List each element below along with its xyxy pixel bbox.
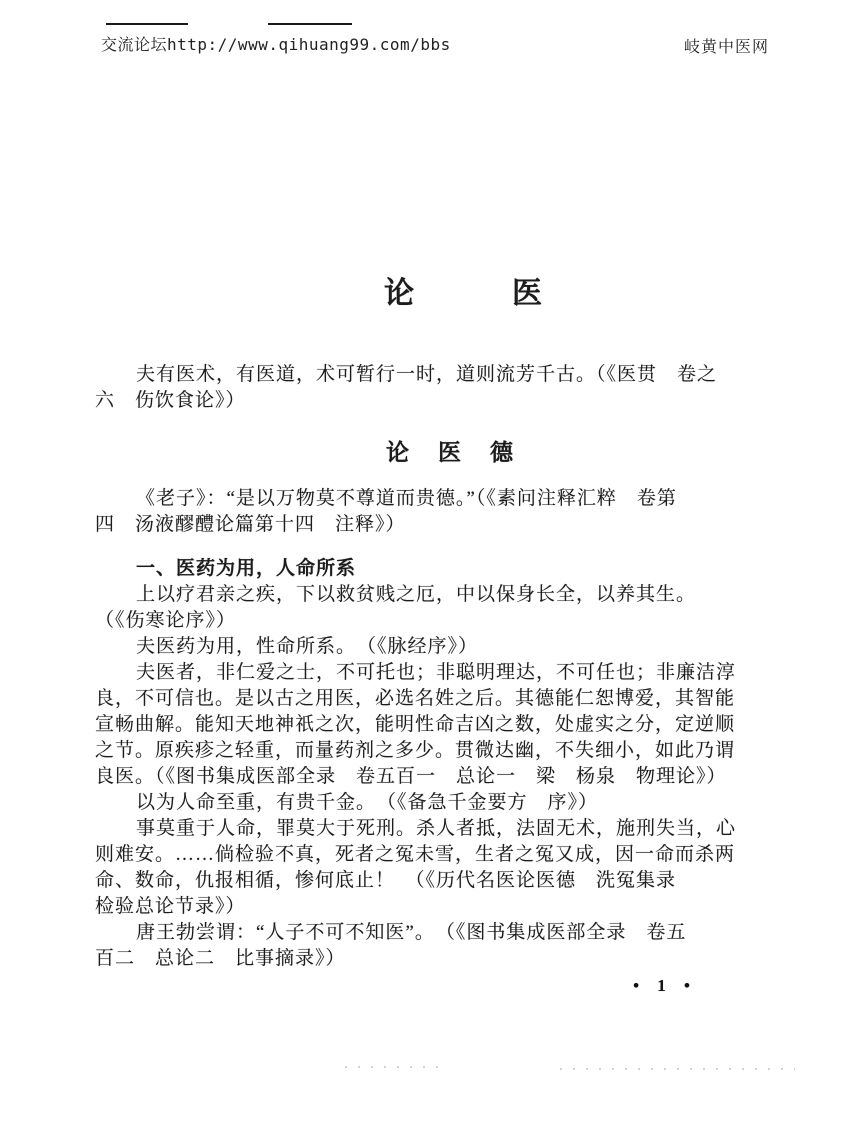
site-name-text: 岐黄中医网: [683, 37, 769, 56]
text-line: 六 伤饮食论》）: [95, 390, 246, 411]
text-line: 之节。原疾疹之轻重，而量药剂之多少。贯微达幽，不失细小，如此乃谓: [95, 740, 736, 761]
text-line: 宣畅曲解。能知天地神祇之次，能明性命吉凶之数，处虚实之分，定逆顺: [95, 714, 736, 735]
text-line: 以为人命至重，有贵千金。 （《备急千金要方 序》）: [136, 792, 599, 813]
page-number: • 1 •: [633, 976, 697, 995]
text-line: 四 汤液醪醴论篇第十四 注释》）: [95, 514, 406, 535]
book-title: 论 医: [384, 277, 544, 310]
text-line: 唐王勃尝谓：“人子不可不知医”。 （《图书集成医部全录 卷五: [136, 922, 687, 943]
text-line: 则难安。……倘检验不真，死者之冤未雪，生者之冤又成，因一命而杀两: [95, 844, 736, 865]
scan-artifact: [560, 1068, 795, 1070]
text-line: 上以疗君亲之疾，下以救贫贱之厄，中以保身长全，以养其生。: [136, 584, 697, 605]
document-body: [95, 0, 785, 998]
section-heading: 论 医 德: [386, 440, 516, 465]
text-line: 夫有医术，有医道，术可暂行一时，道则流芳千古。（《医贯 卷之: [136, 364, 718, 385]
text-line: 事莫重于人命，罪莫大于死刑。杀人者抵，法固无术，施刑失当，心: [136, 818, 737, 839]
text-line: 百二 总论二 比事摘录》）: [95, 948, 346, 969]
text-line: 命、数命，仇报相循，惨何底止！ （《历代名医论医德 洗冤集录: [95, 870, 677, 891]
text-line: 《老子》：“是以万物莫不尊道而贵德。”（《素问注释汇粹 卷第: [136, 488, 677, 509]
text-line: 检验总论节录》）: [95, 896, 246, 917]
sub-heading: 一、医药为用，人命所系: [136, 558, 357, 579]
text-line: 夫医者，非仁爱之士，不可托也；非聪明理达，不可任也；非廉洁淳: [136, 662, 737, 683]
text-line: （《伤寒论序》）: [95, 610, 237, 631]
text-line: 良医。（《图书集成医部全录 卷五百一 总论一 梁 杨泉 物理论》）: [95, 766, 727, 787]
text-line: 夫医药为用，性命所系。 （《脉经序》）: [136, 636, 479, 657]
text-line: 良，不可信也。是以古之用医，必选名姓之后。其德能仁恕博爱，其智能: [95, 688, 736, 709]
forum-url-text: 交流论坛http://www.qihuang99.com/bbs: [101, 35, 451, 54]
scan-artifact: [345, 1066, 440, 1068]
